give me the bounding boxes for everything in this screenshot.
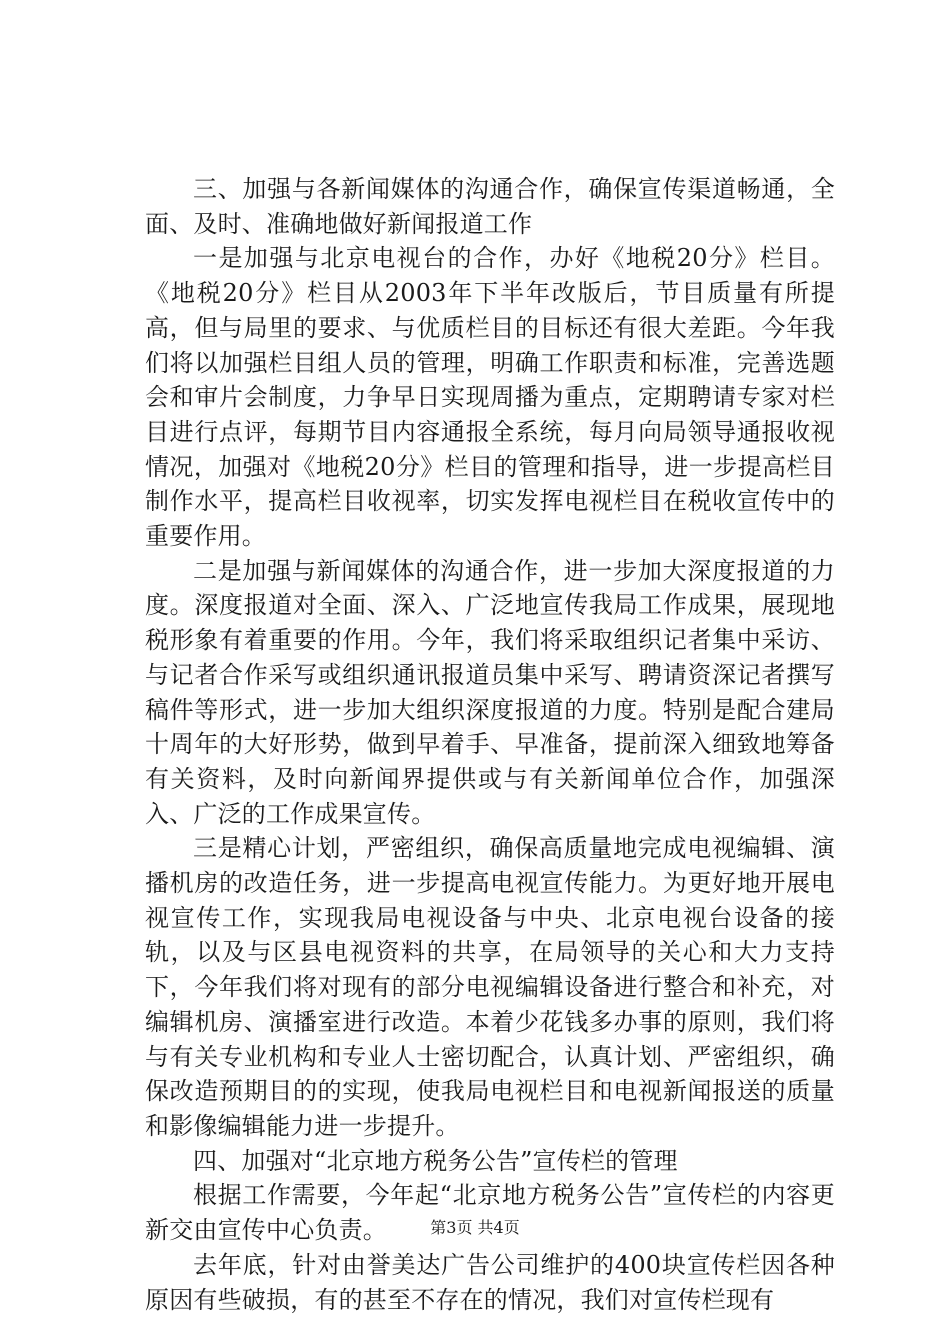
paragraph-studio-renovation: 三是精心计划，严密组织，确保高质量地完成电视编辑、演播机房的改造任务，进一步提高电视宣传能力。为更好地开展电视宣传工作，实现我局电视设备与中央、北京电视台设备的接轨，以及与区县电视资料的共享，在局领导的关心和大力支持下，今年我们将对现有的部分电视编辑设备进行整合和补充，对编辑机房、演播室进行改造。本着少花钱多办事的原则，我们将与有关专业机构和专业人士密切配合，认真计划、严密组织，确保改造预期目的的实现，使我局电视栏目和电视新闻报送的质量和影像编辑能力进一步提升。: [145, 834, 835, 1140]
section-heading-4: 四、加强对“北京地方税务公告”宣传栏的管理: [193, 1146, 678, 1175]
paragraph-in-depth-reporting: 二是加强与新闻媒体的沟通合作，进一步加大深度报道的力度。深度报道对全面、深入、广泛地宣传我局工作成果，展现地税形象有着重要的作用。今年，我们将采取组织记者集中采访、与记者合作采写或组织通讯报道员集中采写、聘请资深记者撰写稿件等形式，进一步加大组织深度报道的力度。特别是配合建局十周年的大好形势，做到早着手、早准备，提前深入细致地筹备有关资料，及时向新闻界提供或与有关新闻单位合作，加强深入、广泛的工作成果宣传。: [145, 556, 835, 828]
paragraph-bulletin-boards: 去年底，针对由誉美达广告公司维护的400块宣传栏因各种原因有些破损，有的甚至不存在的情况，我们对宣传栏现有: [145, 1250, 835, 1314]
document-body: [145, 172, 835, 1317]
page-number-footer: 第3页 共4页: [430, 1218, 520, 1237]
section-heading-3: 三、加强与各新闻媒体的沟通合作，确保宣传渠道畅通，全面、及时、准确地做好新闻报道工作: [145, 175, 835, 238]
paragraph-tv-program: 一是加强与北京电视台的合作，办好《地税20分》栏目。《地税20分》栏目从2003年下半年改版后，节目质量有所提高，但与局里的要求、与优质栏目的目标还有很大差距。今年我们将以加强栏目组人员的管理，明确工作职责和标准，完善选题会和审片会制度，力争早日实现周播为重点，定期聘请专家对栏目进行点评，每期节目内容通报全系统，每月向局领导通报收视情况，加强对《地税20分》栏目的管理和指导，进一步提高栏目制作水平，提高栏目收视率，切实发挥电视栏目在税收宣传中的重要作用。: [145, 244, 835, 551]
paragraph-bulletin-update: 根据工作需要，今年起“北京地方税务公告”宣传栏的内容更新交由宣传中心负责。: [145, 1181, 835, 1245]
